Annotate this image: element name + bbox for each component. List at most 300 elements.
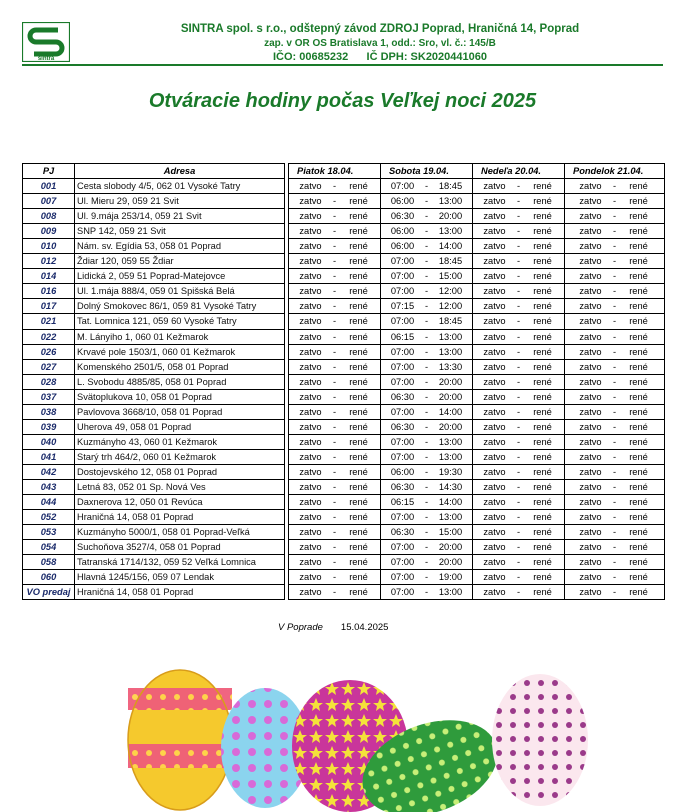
time-separator: - [612, 421, 617, 432]
time-to: rené [349, 316, 368, 327]
cell-fri [289, 479, 381, 494]
table-row [23, 389, 665, 404]
time-to: rené [349, 271, 368, 282]
time-from: 06:30 [390, 482, 415, 492]
cell-sat [381, 239, 473, 254]
cell-sat [381, 284, 473, 299]
table-row [23, 510, 665, 525]
cell-address: Starý trh 464/2, 060 01 Kežmarok [75, 449, 285, 464]
time-from: 07:00 [390, 271, 415, 282]
cell-sun [473, 449, 565, 464]
time-to: rené [349, 361, 368, 372]
time-from: zatvo [483, 421, 506, 432]
cell-mon [565, 570, 665, 585]
cell-sat [381, 464, 473, 479]
time-to: rené [629, 271, 648, 282]
cell-pj: 012 [23, 254, 75, 269]
time-to: rené [349, 421, 368, 432]
time-from: zatvo [579, 557, 602, 568]
cell-sat [381, 540, 473, 555]
time-separator: - [612, 256, 617, 267]
time-to: rené [349, 482, 368, 492]
cell-sat [381, 299, 473, 314]
cell-sun [473, 585, 565, 600]
time-to: rené [533, 482, 552, 492]
time-separator: - [516, 557, 521, 568]
time-separator: - [332, 241, 337, 252]
time-to: rené [629, 572, 648, 583]
time-to: rené [533, 406, 552, 417]
time-to: rené [533, 316, 552, 327]
time-separator: - [332, 436, 337, 447]
cell-sun [473, 419, 565, 434]
company-ids-line: IČO: 00685232 IČ DPH: SK2020441060 [272, 51, 487, 63]
time-from: zatvo [483, 572, 506, 583]
time-separator: - [424, 256, 429, 267]
time-separator: - [424, 346, 429, 357]
time-to: rené [349, 376, 368, 387]
cell-sun [473, 254, 565, 269]
cell-sun [473, 555, 565, 570]
time-from: zatvo [299, 211, 322, 222]
table-row [23, 329, 665, 344]
time-to: 15:00 [438, 527, 463, 538]
time-from: 07:00 [390, 406, 415, 417]
time-separator: - [516, 451, 521, 462]
cell-mon [565, 389, 665, 404]
time-to: rené [629, 436, 648, 447]
cell-pj: 044 [23, 495, 75, 510]
time-separator: - [424, 391, 429, 402]
time-separator: - [612, 436, 617, 447]
time-from: 07:00 [390, 512, 415, 523]
cell-sat [381, 404, 473, 419]
time-from: zatvo [299, 451, 322, 462]
time-from: zatvo [299, 587, 322, 598]
cell-sat [381, 585, 473, 600]
cell-sun [473, 299, 565, 314]
cell-sun [473, 570, 565, 585]
time-from: 07:00 [390, 286, 415, 297]
table-row [23, 239, 665, 254]
col-header-monday: Pondelok 21.04. [565, 164, 665, 179]
time-separator: - [612, 512, 617, 523]
time-from: zatvo [483, 482, 506, 492]
time-to: rené [629, 527, 648, 538]
time-separator: - [612, 406, 617, 417]
time-separator: - [424, 271, 429, 282]
time-from: 06:00 [390, 226, 415, 237]
time-from: 06:15 [390, 497, 415, 508]
time-separator: - [516, 301, 521, 312]
time-separator: - [612, 226, 617, 237]
cell-address: Tat. Lomnica 121, 059 60 Vysoké Tatry [75, 314, 285, 329]
time-from: 07:00 [390, 346, 415, 357]
time-separator: - [516, 211, 521, 222]
time-separator: - [332, 421, 337, 432]
time-to: rené [533, 376, 552, 387]
cell-sat [381, 344, 473, 359]
cell-fri [289, 570, 381, 585]
time-from: zatvo [483, 301, 506, 312]
time-separator: - [332, 572, 337, 583]
time-from: zatvo [483, 241, 506, 252]
cell-address: Nám. sv. Egídia 53, 058 01 Poprad [75, 239, 285, 254]
time-from: 07:00 [390, 361, 415, 372]
time-to: 20:00 [438, 557, 463, 568]
table-row [23, 449, 665, 464]
cell-pj: 054 [23, 540, 75, 555]
time-to: rené [349, 331, 368, 342]
cell-sun [473, 404, 565, 419]
time-to: rené [629, 361, 648, 372]
time-from: 07:00 [390, 542, 415, 553]
footer-place: V Poprade [278, 622, 323, 633]
cell-mon [565, 299, 665, 314]
time-from: zatvo [579, 587, 602, 598]
time-to: rené [629, 346, 648, 357]
time-from: zatvo [579, 436, 602, 447]
time-to: rené [533, 226, 552, 237]
time-separator: - [332, 557, 337, 568]
time-to: rené [629, 512, 648, 523]
time-separator: - [612, 211, 617, 222]
time-to: rené [349, 512, 368, 523]
cell-pj: 038 [23, 404, 75, 419]
time-to: 13:00 [438, 226, 463, 237]
time-from: zatvo [483, 512, 506, 523]
time-to: rené [629, 196, 648, 207]
cell-sat [381, 510, 473, 525]
time-separator: - [612, 557, 617, 568]
time-from: zatvo [579, 451, 602, 462]
cell-sat [381, 359, 473, 374]
cell-mon [565, 374, 665, 389]
time-from: 07:00 [390, 181, 415, 192]
time-to: rené [349, 211, 368, 222]
cell-mon [565, 555, 665, 570]
time-to: rené [629, 497, 648, 508]
time-to: rené [629, 406, 648, 417]
cell-pj: 043 [23, 479, 75, 494]
table-row [23, 269, 665, 284]
cell-fri [289, 314, 381, 329]
time-to: rené [349, 542, 368, 553]
cell-fri [289, 299, 381, 314]
time-from: zatvo [579, 226, 602, 237]
time-to: 13:00 [438, 587, 463, 598]
time-to: rené [533, 211, 552, 222]
time-to: rené [629, 421, 648, 432]
time-from: zatvo [483, 466, 506, 477]
cell-address: Hraničná 14, 058 01 Poprad [75, 510, 285, 525]
cell-sat [381, 329, 473, 344]
table-header-row [23, 164, 665, 179]
cell-sun [473, 464, 565, 479]
time-from: zatvo [299, 542, 322, 553]
time-from: zatvo [299, 301, 322, 312]
cell-address: Komenského 2501/5, 058 01 Poprad [75, 359, 285, 374]
cell-sun [473, 479, 565, 494]
time-separator: - [332, 286, 337, 297]
time-separator: - [516, 391, 521, 402]
cell-sun [473, 314, 565, 329]
cell-fri [289, 464, 381, 479]
time-to: 13:00 [438, 451, 463, 462]
cell-address: Kuzmányho 5000/1, 058 01 Poprad-Veľká [75, 525, 285, 540]
time-separator: - [332, 482, 337, 492]
cell-mon [565, 525, 665, 540]
time-to: 14:00 [438, 241, 463, 252]
cell-mon [565, 419, 665, 434]
time-separator: - [516, 497, 521, 508]
cell-fri [289, 179, 381, 194]
time-separator: - [612, 497, 617, 508]
time-separator: - [332, 512, 337, 523]
time-from: zatvo [299, 466, 322, 477]
time-from: zatvo [299, 226, 322, 237]
table-row [23, 434, 665, 449]
time-separator: - [424, 211, 429, 222]
time-separator: - [424, 301, 429, 312]
time-to: rené [349, 406, 368, 417]
cell-sun [473, 239, 565, 254]
time-to: rené [629, 376, 648, 387]
time-separator: - [424, 572, 429, 583]
time-separator: - [424, 421, 429, 432]
cell-address: Svätoplukova 10, 058 01 Poprad [75, 389, 285, 404]
time-to: 13:00 [438, 436, 463, 447]
cell-sun [473, 389, 565, 404]
time-separator: - [332, 587, 337, 598]
time-separator: - [424, 451, 429, 462]
cell-sun [473, 359, 565, 374]
time-to: rené [629, 226, 648, 237]
cell-pj: 053 [23, 525, 75, 540]
time-separator: - [424, 286, 429, 297]
page-title: Otváracie hodiny počas Veľkej noci 2025 [148, 90, 537, 112]
cell-fri [289, 269, 381, 284]
cell-address: Ul. Mieru 29, 059 21 Svit [75, 194, 285, 209]
time-separator: - [332, 196, 337, 207]
cell-sat [381, 269, 473, 284]
time-from: zatvo [299, 316, 322, 327]
time-to: rené [533, 346, 552, 357]
time-separator: - [424, 466, 429, 477]
cell-fri [289, 374, 381, 389]
time-separator: - [424, 482, 429, 492]
cell-sun [473, 540, 565, 555]
time-from: 07:00 [390, 376, 415, 387]
time-to: rené [349, 436, 368, 447]
cell-address: Tatranská 1714/132, 059 52 Veľká Lomnica [75, 555, 285, 570]
cell-address: Dostojevského 12, 058 01 Poprad [75, 464, 285, 479]
cell-fri [289, 359, 381, 374]
time-separator: - [612, 572, 617, 583]
time-to: rené [533, 301, 552, 312]
time-from: 06:30 [390, 211, 415, 222]
time-from: zatvo [299, 286, 322, 297]
cell-pj: 052 [23, 510, 75, 525]
time-to: rené [533, 436, 552, 447]
cell-address: Cesta slobody 4/5, 062 01 Vysoké Tatry [75, 179, 285, 194]
cell-address: SNP 142, 059 21 Svit [75, 224, 285, 239]
table-row [23, 540, 665, 555]
table-row [23, 179, 665, 194]
time-to: rené [533, 512, 552, 523]
cell-pj: 040 [23, 434, 75, 449]
time-from: zatvo [579, 497, 602, 508]
cell-sat [381, 194, 473, 209]
cell-address: Hraničná 14, 058 01 Poprad [75, 585, 285, 600]
time-from: 07:00 [390, 256, 415, 267]
time-to: rené [533, 542, 552, 553]
time-from: 06:30 [390, 391, 415, 402]
time-separator: - [332, 391, 337, 402]
cell-sat [381, 209, 473, 224]
cell-mon [565, 464, 665, 479]
time-to: 18:45 [438, 256, 463, 267]
time-from: 07:00 [390, 587, 415, 598]
time-from: zatvo [299, 361, 322, 372]
time-from: zatvo [579, 316, 602, 327]
time-from: zatvo [299, 241, 322, 252]
time-from: 07:00 [390, 572, 415, 583]
time-from: zatvo [299, 331, 322, 342]
col-header-sunday: Nedeľa 20.04. [473, 164, 565, 179]
time-to: rené [533, 527, 552, 538]
cell-pj: 008 [23, 209, 75, 224]
time-separator: - [612, 466, 617, 477]
time-to: rené [533, 587, 552, 598]
cell-sun [473, 269, 565, 284]
time-from: 06:00 [390, 241, 415, 252]
time-to: rené [349, 256, 368, 267]
cell-fri [289, 419, 381, 434]
time-separator: - [516, 256, 521, 267]
time-to: rené [349, 181, 368, 192]
time-separator: - [332, 301, 337, 312]
time-to: rené [629, 466, 648, 477]
cell-fri [289, 284, 381, 299]
time-separator: - [516, 482, 521, 492]
time-to: 13:00 [438, 196, 463, 207]
cell-address: Daxnerova 12, 050 01 Revúca [75, 495, 285, 510]
time-separator: - [332, 256, 337, 267]
cell-pj: 016 [23, 284, 75, 299]
time-separator: - [516, 196, 521, 207]
cell-address: Dolný Smokovec 86/1, 059 81 Vysoké Tatry [75, 299, 285, 314]
time-separator: - [424, 587, 429, 598]
time-to: rené [629, 482, 648, 492]
footer-date: 15.04.2025 [340, 622, 389, 633]
cell-sun [473, 224, 565, 239]
cell-mon [565, 495, 665, 510]
time-to: rené [629, 391, 648, 402]
cell-pj: 014 [23, 269, 75, 284]
time-separator: - [612, 286, 617, 297]
cell-fri [289, 555, 381, 570]
time-to: rené [629, 316, 648, 327]
cell-pj: 007 [23, 194, 75, 209]
egg-pink [492, 674, 588, 806]
time-to: rené [349, 196, 368, 207]
time-to: rené [629, 181, 648, 192]
time-separator: - [516, 572, 521, 583]
time-to: rené [533, 557, 552, 568]
time-from: 06:30 [390, 421, 415, 432]
time-from: zatvo [579, 512, 602, 523]
cell-sun [473, 434, 565, 449]
time-to: rené [533, 451, 552, 462]
time-from: zatvo [299, 482, 322, 492]
time-separator: - [516, 271, 521, 282]
egg-yellow [128, 670, 232, 810]
time-separator: - [424, 406, 429, 417]
time-separator: - [516, 421, 521, 432]
time-separator: - [424, 241, 429, 252]
cell-fri [289, 194, 381, 209]
time-from: zatvo [579, 211, 602, 222]
time-to: rené [349, 301, 368, 312]
time-to: 13:00 [438, 346, 463, 357]
time-to: rené [533, 497, 552, 508]
time-separator: - [516, 286, 521, 297]
time-to: rené [533, 331, 552, 342]
time-from: zatvo [579, 482, 602, 492]
cell-fri [289, 525, 381, 540]
time-separator: - [612, 241, 617, 252]
time-to: 18:45 [438, 181, 463, 192]
table-row [23, 555, 665, 570]
time-from: zatvo [483, 376, 506, 387]
time-separator: - [332, 271, 337, 282]
time-to: rené [629, 587, 648, 598]
cell-fri [289, 540, 381, 555]
cell-address: Hlavná 1245/156, 059 07 Lendak [75, 570, 285, 585]
time-separator: - [612, 451, 617, 462]
time-to: 20:00 [438, 376, 463, 387]
table-row [23, 479, 665, 494]
cell-fri [289, 495, 381, 510]
table-row [23, 585, 665, 600]
time-from: 07:00 [390, 436, 415, 447]
time-to: 18:45 [438, 316, 463, 327]
time-from: zatvo [483, 331, 506, 342]
cell-mon [565, 449, 665, 464]
time-from: zatvo [299, 512, 322, 523]
cell-address: Ul. 9.mája 253/14, 059 21 Svit [75, 209, 285, 224]
cell-address: Letná 83, 052 01 Sp. Nová Ves [75, 479, 285, 494]
time-separator: - [516, 466, 521, 477]
cell-address: Uherova 49, 058 01 Poprad [75, 419, 285, 434]
time-from: zatvo [299, 421, 322, 432]
time-separator: - [612, 376, 617, 387]
time-from: zatvo [299, 181, 322, 192]
time-to: 15:00 [438, 271, 463, 282]
cell-sat [381, 495, 473, 510]
time-to: rené [533, 241, 552, 252]
time-separator: - [516, 376, 521, 387]
time-separator: - [516, 181, 521, 192]
cell-fri [289, 344, 381, 359]
col-header-saturday: Sobota 19.04. [381, 164, 473, 179]
cell-pj: 037 [23, 389, 75, 404]
time-separator: - [332, 331, 337, 342]
time-to: rené [629, 542, 648, 553]
cell-sat [381, 374, 473, 389]
cell-mon [565, 585, 665, 600]
